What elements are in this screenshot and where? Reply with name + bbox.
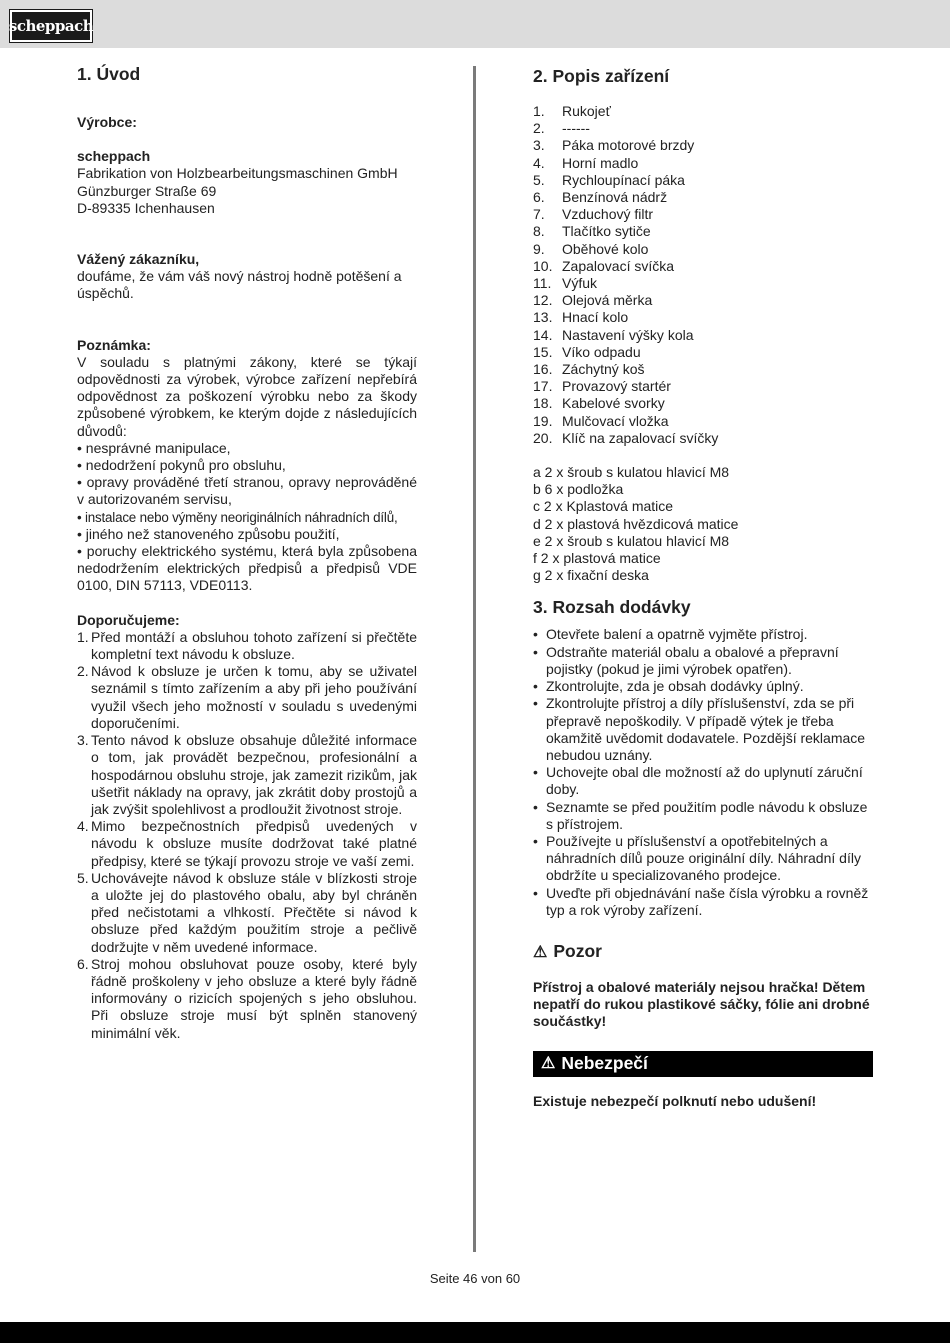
- warning-triangle-icon: ⚠: [533, 943, 548, 961]
- list-item: 9. Oběhové kolo: [533, 240, 649, 257]
- section-title-description: 2. Popis zařízení: [533, 66, 670, 86]
- list-item: • Používejte u příslušenství a opotřebitelných a náhradních dílů pouze originální díly. Náhradní díly obdržíte u specializovaného prodejce.: [533, 832, 861, 884]
- list-item: 8. Tlačítko sytiče: [533, 223, 651, 240]
- list-item: 5. Rychloupínací páka: [533, 171, 685, 188]
- list-item: 18. Kabelové svorky: [533, 395, 665, 412]
- recommend-title: Doporučujeme:: [77, 611, 180, 628]
- greeting-text: doufáme, že vám váš nový nástroj hodně potěšení a úspěchů.: [77, 268, 402, 302]
- brand-logo: [10, 10, 92, 42]
- footer-bar: [0, 1322, 950, 1343]
- list-item: 3. Tento návod k obsluze obsahuje důležité informace o tom, jak provádět bezpečnou, profesionální a hospodárnou obsluhu stroje, jak zamezit rizikům, jak ušetřit náklady na opravy, jak zkrátit doby prostojů a jak zvýšit spolehlivost a prodloužit životnost stroje.: [77, 732, 417, 817]
- list-item: • Zkontrolujte přístroj a díly příslušenství, zda se při přepravě nepoškodily. V případě výtek je třeba okamžitě uvědomit dodavatele. Pozdější reklamace nebudou uznány.: [533, 695, 866, 763]
- list-item: • Uchovejte obal dle možností až do uplynutí záruční doby.: [533, 764, 863, 798]
- section-title-intro: 1. Úvod: [77, 64, 141, 84]
- accessory-item: c 2 x Kplastová matice: [533, 498, 674, 515]
- list-item: 11. Výfuk: [533, 275, 598, 292]
- column-divider: [473, 66, 476, 1252]
- accessory-item: g 2 x fixační deska: [533, 567, 649, 584]
- accessory-item: d 2 x plastová hvězdicová matice: [533, 515, 739, 532]
- note-bullet: • instalace nebo výměny neoriginálních náhradních dílů,: [77, 509, 398, 525]
- list-item: 12. Olejová měrka: [533, 292, 653, 309]
- list-item: 4. Mimo bezpečnostních předpisů uvedených v návodu k obsluze musíte dodržovat také platné předpisy, které se týkají provozu stroje ve vaší zemi.: [77, 818, 417, 869]
- parts-list: [533, 103, 873, 447]
- brand-name: scheppach: [8, 17, 94, 35]
- list-item: • Zkontrolujte, zda je obsah dodávky úplný.: [533, 678, 804, 695]
- address-line: D-89335 Ichenhausen: [77, 199, 215, 216]
- list-item: 6. Stroj mohou obsluhovat pouze osoby, které byly řádně proškoleny v jeho obsluze a které byly řádně informovány o rizicích spojených s jeho obsluhou. Při obsluze stroje musí být splněn stanovený minimální věk.: [77, 955, 417, 1041]
- list-item: 2. Návod k obsluze je určen k tomu, aby se uživatel seznámil s tímto zařízením a aby při jeho používání využil všech jeho možností v souladu s uvedenými doporučeními.: [77, 663, 417, 731]
- list-item: 17. Provazový startér: [533, 378, 671, 395]
- note-bullet: • jiného než stanoveného způsobu použití,: [77, 525, 340, 542]
- recommend-list: [77, 629, 417, 1042]
- list-item: 3. Páka motorové brzdy: [533, 137, 695, 154]
- list-item: • Uveďte při objednávání naše čísla výrobku a rovněž typ a rok výroby zařízení.: [533, 884, 869, 918]
- note-bullet: • nesprávné manipulace,: [77, 439, 231, 456]
- note-title: Poznámka:: [77, 336, 151, 353]
- accessory-item: a 2 x šroub s kulatou hlavicí M8: [533, 464, 730, 481]
- caution-title: Pozor: [553, 940, 602, 961]
- manufacturer-name: scheppach: [77, 148, 151, 165]
- list-item: 13. Hnací kolo: [533, 309, 629, 326]
- danger-text: Existuje nebezpečí polknutí nebo udušení!: [533, 1092, 817, 1109]
- manufacturer-label: Výrobce:: [77, 114, 137, 130]
- list-item: • Otevřete balení a opatrně vyjměte přístroj.: [533, 626, 808, 643]
- warning-triangle-icon: ⚠: [541, 1054, 556, 1072]
- note-bullet: • nedodržení pokynů pro obsluhu,: [77, 457, 286, 474]
- caution-text: Přístroj a obalové materiály nejsou hračka! Dětem nepatří do rukou plastikové sáčky, fólie ani drobné součástky!: [533, 978, 870, 1030]
- note-text: V souladu s platnými zákony, které se týkají odpovědnosti za výrobek, výrobce zařízení nepřebírá odpovědnost za poškození výrobku nebo za škody způsobené výrobkem, ke kterým dojde z následujících důvodů:: [77, 353, 417, 439]
- section-title-scope: 3. Rozsah dodávky: [533, 597, 691, 618]
- danger-banner: [533, 1051, 873, 1077]
- left-column: [77, 62, 417, 1042]
- list-item: • Odstraňte materiál obalu a obalové a přepravní pojistky (pokud je jimi výrobek opatřen).: [533, 643, 839, 677]
- list-item: 15. Víko odpadu: [533, 343, 641, 360]
- list-item: 7. Vzduchový filtr: [533, 206, 654, 223]
- list-item: 1. Před montáží a obsluhou tohoto zařízení si přečtěte kompletní text návodu k obsluze.: [77, 628, 417, 663]
- list-item: 14. Nastavení výšky kola: [533, 326, 694, 343]
- list-item: 4. Horní madlo: [533, 154, 639, 171]
- note-bullet: • opravy prováděné třetí stranou, opravy neprováděné v autorizovaném servisu,: [77, 474, 417, 508]
- danger-title: Nebezpečí: [561, 1052, 648, 1073]
- note-bullet: • poruchy elektrického systému, která byla způsobena nedodržením elektrických předpisů a předpisů VDE 0100, DIN 57113, VDE0113.: [77, 543, 417, 594]
- greeting-title: Vážený zákazníku,: [77, 251, 200, 268]
- page-footer: Seite 46 von 60: [429, 1271, 521, 1286]
- list-item: 5. Uchovávejte návod k obsluze stále v blízkosti stroje a uložte jej do plastového obalu, aby byl chráněn před nečistotami a vlhkostí. Přečtěte si návod k obsluze před každým použitím stroje a pečlivě dodržujte v něm uvedené informace.: [77, 869, 417, 955]
- list-item: • Seznamte se před použitím podle návodu k obsluze s přístrojem.: [533, 798, 868, 832]
- list-item: 2. ------: [533, 120, 590, 137]
- address-line: Fabrikation von Holzbearbeitungsmaschinen GmbH: [77, 165, 398, 182]
- accessory-item: e 2 x šroub s kulatou hlavicí M8: [533, 532, 730, 549]
- right-column: [533, 62, 873, 1110]
- list-item: 6. Benzínová nádrž: [533, 189, 668, 206]
- accessory-item: b 6 x podložka: [533, 481, 624, 498]
- list-item: 20. Klíč na zapalovací svíčky: [533, 429, 719, 446]
- list-item: 19. Mulčovací vložka: [533, 412, 669, 429]
- header-bar: [0, 0, 950, 48]
- list-item: 1. Rukojeť: [533, 103, 611, 119]
- list-item: 10. Zapalovací svíčka: [533, 257, 675, 274]
- address-line: Günzburger Straße 69: [77, 182, 217, 199]
- caution-heading: [533, 939, 873, 965]
- list-item: 16. Záchytný koš: [533, 361, 645, 378]
- scope-list: [533, 626, 873, 918]
- accessory-item: f 2 x plastová matice: [533, 550, 661, 567]
